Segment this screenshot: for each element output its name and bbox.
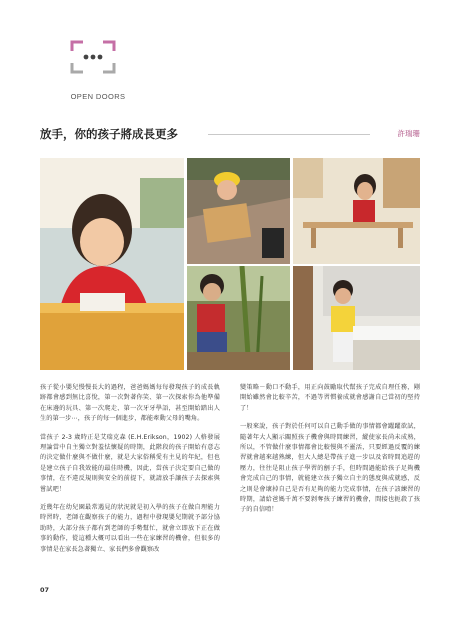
brand-label: OPEN DOORS <box>70 92 126 101</box>
article-author: 許瑞珊 <box>397 129 420 138</box>
body-paragraph: 變策略－動口不動手，用正向鼓勵取代幫孩子完成自理任務，剛開始雖然會比較辛苦，不過等習慣養成就會感謝自己當初的堅持了！ <box>240 384 420 412</box>
title-divider <box>208 134 370 135</box>
body-paragraph: 一般來說，孩子對於任何可以自己動手做的事情都會躍躍欲試，隨著年大人顯示關照孩子機會與時間練習，縱使家長尚未成熟，所以，不管做什麼事情都會比較慢與不靈活，只要經過反覆的練習就會越來越熟練，但大人總是帶孩子進一步以及省時間追趕的壓力，往往是阻止孩子學習的劊子手，但時間過能給孩子足夠機會完成自己的事情，就能建立孩子獨立自主的態度與成就感，反之則是會壞掉自己是否有足夠的能力完成事情，在孩子該練習的時期，請給爸媽千萬不要剝奪孩子練習的機會，間接也扼殺了孩子的自信唷！ <box>240 423 420 514</box>
boy-in-garden-photo <box>187 266 290 370</box>
article-title: 放手，你的孩子將成長更多 <box>40 127 178 141</box>
boy-carrying-box-photo <box>187 158 290 264</box>
boy-on-bench-photo <box>293 158 420 264</box>
article-header <box>40 124 420 144</box>
girl-at-table-photo <box>40 158 184 370</box>
body-paragraph: 當孩子 2-3 歲時正是艾瑞克森 (E.H.Erikson，1902) 人格發展理論當中自主獨立對羞怯懷疑的時期，此階段的孩子開始有意志的決定做什麼與不做什麼，就是大家俗稱愛有主見的年紀，但也是建立孩子自我效能的最佳時機，因此，當孩子決定要自己做的事情，在不違反規則與安全的前提下，就請放手讓孩子去探索與嘗試吧！ <box>40 433 220 493</box>
boy-at-sink-photo <box>293 266 420 370</box>
body-column-right <box>240 383 420 524</box>
page-number: 07 <box>40 586 50 594</box>
body-paragraph: 孩子從小嬰兒慢慢長大的過程，爸爸媽媽每每發現孩子的成長軌跡都會感到無比喜悅，第一次對著你笑、第一次探索你為他準備在床邊的玩具、第一次爬走、第一次牙牙學語，甚至開始踏出人生的第一步⋯，孩子的每一個進步，都能牽動父母的嘴角。 <box>40 384 220 423</box>
body-paragraph: 近幾年在幼兒園最常遇見的狀況就是初入學的孩子在做自理能力時習時，老師在觀察孩子的能力，過程中發現嬰兒期就予部分協助時，大部分孩子都有到老師的手勢幫忙，就會立即放下正在做事的動作，從這種大概可以看出一些在家練習的機會，但很多的事情是在家長急著獨立、家長們多會觀察改 <box>40 504 220 553</box>
open-doors-logo <box>70 40 116 74</box>
body-column-left <box>40 383 220 563</box>
